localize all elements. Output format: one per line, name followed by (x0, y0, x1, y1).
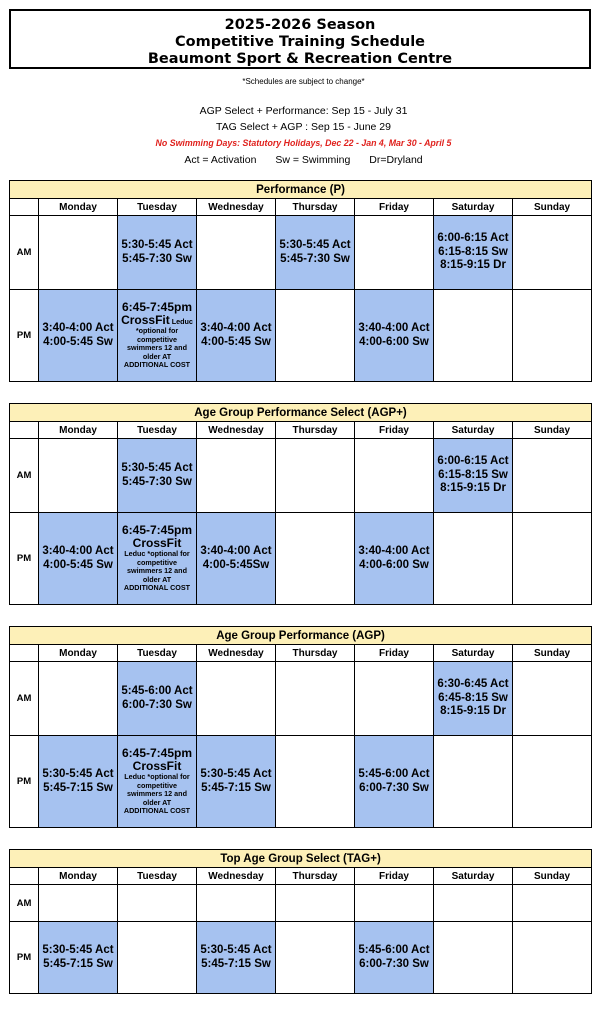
session-time: 5:45-6:00 Act (121, 685, 193, 697)
corner-cell (10, 199, 39, 216)
table-title: Top Age Group Select (TAG+) (10, 850, 592, 868)
session-time: 4:00-6:00 Sw (359, 558, 429, 571)
am-label: AM (10, 885, 39, 922)
session-time: 6:45-8:15 Sw (438, 691, 508, 704)
session-time: 6:15-8:15 Sw (438, 245, 508, 258)
day-header: Tuesday (118, 422, 197, 439)
day-header: Friday (355, 199, 434, 216)
session-cell (39, 922, 118, 994)
session-cell (276, 662, 355, 736)
session-time: 5:45-7:15 Sw (201, 781, 271, 794)
table-title: Age Group Performance Select (AGP+) (10, 404, 592, 422)
crossfit-note: swimmers 12 and (127, 566, 187, 576)
corner-cell (10, 422, 39, 439)
corner-cell (10, 645, 39, 662)
session-time: 5:45-7:30 Sw (280, 252, 350, 265)
season-title: 2025-2026 Season (224, 17, 376, 33)
session-cell (355, 922, 434, 994)
day-header: Friday (355, 645, 434, 662)
session-time: 5:45-6:00 Act (358, 944, 430, 956)
session-cell (197, 662, 276, 736)
day-header: Tuesday (118, 645, 197, 662)
change-note: *Schedules are subject to change* (242, 77, 365, 86)
session-time: 5:45-7:15 Sw (43, 957, 113, 970)
crossfit-note: Leduc *optional for (124, 772, 190, 782)
session-time: 6:00-6:15 Act (437, 232, 509, 245)
day-header: Saturday (434, 645, 513, 662)
session-cell (39, 885, 118, 922)
crossfit-note: competitive (137, 334, 177, 344)
crossfit-note: ADDITIONAL COST (123, 806, 191, 816)
session-time: 3:40-4:00 Act (200, 322, 272, 334)
session-time: 5:30-5:45 Act (42, 768, 114, 780)
session-time: 4:00-5:45 Sw (201, 335, 271, 348)
session-cell (434, 885, 513, 922)
session-cell (513, 290, 592, 382)
legend (0, 154, 607, 166)
session-cell (197, 885, 276, 922)
session-time: 5:30-5:45 Act (279, 239, 351, 251)
crossfit-note: swimmers 12 and (127, 343, 187, 353)
day-header: Saturday (434, 422, 513, 439)
day-header: Friday (355, 868, 434, 885)
session-cell (355, 290, 434, 382)
pm-label: PM (10, 290, 39, 382)
session-cell (513, 922, 592, 994)
am-label: AM (10, 439, 39, 513)
session-cell (434, 216, 513, 290)
day-header: Thursday (276, 422, 355, 439)
session-time: 5:30-5:45 Act (121, 462, 193, 474)
table-title: Age Group Performance (AGP) (10, 627, 592, 645)
session-cell (276, 290, 355, 382)
session-time: 5:30-5:45 Act (200, 768, 272, 780)
session-time: 5:45-7:15 Sw (201, 957, 271, 970)
session-cell (434, 736, 513, 828)
session-time: 5:45-6:00 Act (358, 768, 430, 780)
crossfit-time: 6:45-7:45pm (121, 746, 193, 761)
session-cell (118, 439, 197, 513)
session-time: 3:40-4:00 Act (358, 322, 430, 334)
session-cell (197, 216, 276, 290)
table-title: Performance (P) (10, 181, 592, 199)
session-time: 5:30-5:45 Act (121, 239, 193, 251)
session-time: 8:15-9:15 Dr (440, 259, 506, 272)
pm-label: PM (10, 513, 39, 605)
session-cell (39, 439, 118, 513)
session-time: 3:40-4:00 Act (42, 545, 114, 557)
tag-dates: TAG Select + AGP : Sep 15 - June 29 (215, 121, 391, 133)
crossfit-note: swimmers 12 and (127, 789, 187, 799)
crossfit-note: older AT (142, 351, 172, 361)
pm-row (10, 513, 592, 605)
session-cell (197, 736, 276, 828)
session-cell (118, 922, 197, 994)
session-cell (513, 662, 592, 736)
day-header: Sunday (513, 199, 592, 216)
crossfit-note: *optional for (135, 326, 179, 336)
session-time: 4:00-6:00 Sw (359, 335, 429, 348)
session-cell (513, 439, 592, 513)
crossfit-name: CrossFit (132, 536, 182, 551)
session-cell (39, 290, 118, 382)
session-cell (118, 662, 197, 736)
session-time: 6:30-6:45 Act (437, 678, 509, 691)
session-cell (355, 513, 434, 605)
session-time: 3:40-4:00 Act (358, 545, 430, 557)
crossfit-note: older AT (142, 574, 172, 584)
schedule-title: Competitive Training Schedule (174, 34, 425, 50)
session-cell (118, 885, 197, 922)
day-header: Monday (39, 868, 118, 885)
day-header: Sunday (513, 868, 592, 885)
session-time: 4:00-5:45 Sw (43, 335, 113, 348)
pm-label: PM (10, 736, 39, 828)
pm-row (10, 290, 592, 382)
day-header: Saturday (434, 199, 513, 216)
session-time: 6:00-7:30 Sw (359, 957, 429, 970)
session-cell (39, 513, 118, 605)
am-label: AM (10, 662, 39, 736)
session-cell (434, 662, 513, 736)
session-cell (355, 885, 434, 922)
session-cell (197, 290, 276, 382)
day-header: Monday (39, 645, 118, 662)
session-time: 5:30-5:45 Act (200, 944, 272, 956)
venue-title: Beaumont Sport & Recreation Centre (147, 51, 453, 67)
session-cell (276, 922, 355, 994)
crossfit-note: older AT (142, 797, 172, 807)
session-cell (355, 736, 434, 828)
session-cell (434, 922, 513, 994)
session-time: 3:40-4:00 Act (200, 545, 272, 557)
day-header: Thursday (276, 645, 355, 662)
crossfit-note: ADDITIONAL COST (123, 583, 191, 593)
am-row (10, 439, 592, 513)
session-cell (197, 513, 276, 605)
day-header: Thursday (276, 199, 355, 216)
session-time: 5:45-7:30 Sw (122, 252, 192, 265)
session-time: 5:30-5:45 Act (42, 944, 114, 956)
day-header: Monday (39, 422, 118, 439)
pm-row (10, 736, 592, 828)
crossfit-time: 6:45-7:45pm (121, 300, 193, 315)
day-header: Tuesday (118, 868, 197, 885)
session-cell (118, 736, 197, 828)
legend-sw: Sw = Swimming (275, 154, 351, 166)
day-header: Wednesday (197, 868, 276, 885)
schedule-table (9, 626, 592, 828)
day-header: Wednesday (197, 645, 276, 662)
session-cell (434, 513, 513, 605)
schedule-table (9, 403, 592, 605)
session-time: 8:15-9:15 Dr (440, 705, 506, 718)
crossfit-name: CrossFit (121, 313, 170, 328)
session-cell (197, 439, 276, 513)
crossfit-location: Leduc (169, 317, 193, 327)
session-cell (355, 439, 434, 513)
session-cell (513, 513, 592, 605)
agp-dates: AGP Select + Performance: Sep 15 - July 31 (199, 105, 408, 117)
corner-cell (10, 868, 39, 885)
am-label: AM (10, 216, 39, 290)
am-row (10, 216, 592, 290)
session-cell (434, 439, 513, 513)
session-cell (434, 290, 513, 382)
session-cell (276, 736, 355, 828)
day-header: Saturday (434, 868, 513, 885)
crossfit-note: Leduc *optional for (124, 549, 190, 559)
session-cell (197, 922, 276, 994)
session-time: 6:00-7:30 Sw (122, 698, 192, 711)
day-header: Sunday (513, 422, 592, 439)
title-box (9, 9, 591, 69)
schedule-table (9, 849, 592, 994)
day-header: Monday (39, 199, 118, 216)
session-cell (513, 736, 592, 828)
legend-act: Act = Activation (184, 154, 257, 166)
session-time: 3:40-4:00 Act (42, 322, 114, 334)
pm-label: PM (10, 922, 39, 994)
pm-row (10, 922, 592, 994)
session-time: 6:15-8:15 Sw (438, 468, 508, 481)
session-cell (513, 216, 592, 290)
crossfit-note: competitive (137, 557, 177, 567)
session-time: 4:00-5:45 Sw (43, 558, 113, 571)
session-cell (118, 513, 197, 605)
crossfit-note: ADDITIONAL COST (123, 360, 191, 370)
session-time: 6:00-6:15 Act (437, 455, 509, 468)
session-cell (276, 216, 355, 290)
day-header: Thursday (276, 868, 355, 885)
schedule-table (9, 180, 592, 382)
session-time: 5:45-7:30 Sw (122, 475, 192, 488)
day-header: Wednesday (197, 199, 276, 216)
session-cell (355, 662, 434, 736)
crossfit-time: 6:45-7:45pm (121, 523, 193, 538)
am-row (10, 885, 592, 922)
session-cell (39, 216, 118, 290)
session-cell (355, 216, 434, 290)
day-header: Sunday (513, 645, 592, 662)
session-cell (118, 216, 197, 290)
crossfit-name: CrossFit (132, 759, 182, 774)
am-row (10, 662, 592, 736)
day-header: Tuesday (118, 199, 197, 216)
session-cell (276, 439, 355, 513)
day-header: Wednesday (197, 422, 276, 439)
session-time: 6:00-7:30 Sw (359, 781, 429, 794)
session-cell (39, 662, 118, 736)
no-swim-days: No Swimming Days: Statutory Holidays, Dec 22 - Jan 4, Mar 30 - April 5 (155, 138, 452, 148)
session-time: 5:45-7:15 Sw (43, 781, 113, 794)
session-cell (276, 513, 355, 605)
session-time: 4:00-5:45Sw (202, 558, 270, 571)
crossfit-note: competitive (137, 780, 177, 790)
session-cell (118, 290, 197, 382)
session-cell (276, 885, 355, 922)
session-time: 8:15-9:15 Dr (440, 482, 506, 495)
session-cell (39, 736, 118, 828)
day-header: Friday (355, 422, 434, 439)
session-cell (513, 885, 592, 922)
legend-dr: Dr=Dryland (369, 154, 423, 166)
